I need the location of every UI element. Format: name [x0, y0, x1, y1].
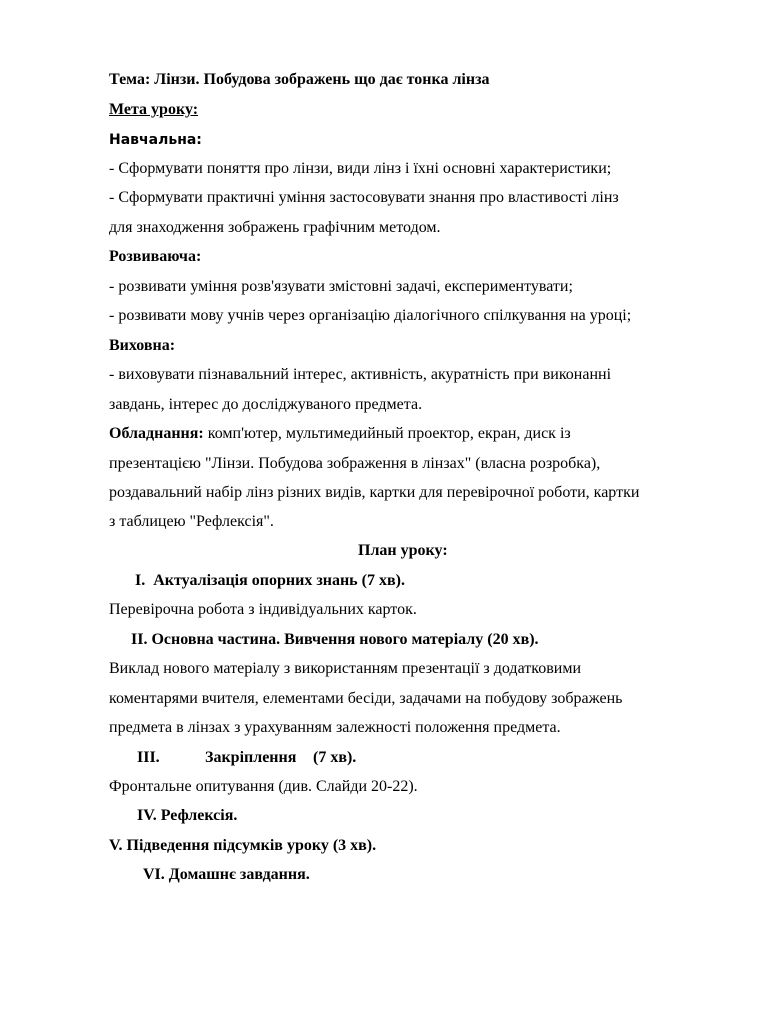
plan-section-5: V. Підведення підсумків уроку (3 хв). [109, 837, 377, 854]
educational-item: для знаходження зображень графічним методом. [109, 219, 441, 236]
topic-text: Лінзи. Побудова зображень що дає тонка лінза [154, 71, 490, 88]
equipment-line: роздавальний набір лінз різних видів, картки для перевірочної роботи, картки [109, 484, 640, 501]
section-2-description: коментарями вчителя, елементами бесіди, задачами на побудову зображень [109, 690, 623, 707]
equipment-label: Обладнання: [109, 425, 204, 442]
plan-section-4: IV. Рефлексія. [137, 807, 238, 824]
section-1-time: (7 хв). [361, 572, 405, 589]
equipment-line: з таблицею "Рефлексія". [109, 513, 274, 530]
goal-heading: Мета уроку: [109, 101, 199, 118]
upbringing-heading: Виховна: [109, 337, 176, 354]
topic-label: Тема: [109, 71, 151, 88]
developmental-item: - розвивати мову учнів через організацію діалогічного спілкування на уроці; [109, 307, 632, 324]
topic-line [109, 70, 490, 90]
educational-item: - Сформувати поняття про лінзи, види лінз і їхні основні характеристики; [109, 160, 612, 177]
equipment-line [109, 424, 571, 444]
section-2-description: Виклад нового матеріалу з використанням презентації з додатковими [109, 660, 582, 677]
educational-item: - Сформувати практичні уміння застосовувати знання про властивості лінз [109, 189, 619, 206]
upbringing-item: - виховувати пізнавальний інтерес, активність, акуратність при виконанні [109, 366, 612, 383]
developmental-heading: Розвиваюча: [109, 248, 202, 265]
equipment-text: комп'ютер, мультимедийный проектор, екран, диск із [207, 425, 571, 442]
plan-section-2: II. Основна частина. Вивчення нового матеріалу (20 хв). [131, 631, 539, 648]
plan-section-3 [137, 748, 357, 768]
section-1-number: I. [135, 572, 146, 589]
section-3-title: Закріплення [205, 749, 297, 766]
section-3-time: (7 хв). [313, 749, 357, 766]
equipment-line: презентацією "Лінзи. Побудова зображення в лінзах" (власна розробка), [109, 455, 601, 472]
section-1-description: Перевірочна робота з індивідуальних карток. [109, 601, 417, 618]
section-3-number: III. [137, 749, 160, 766]
plan-section-1 [135, 571, 405, 591]
section-1-title: Актуалізація опорних знань [153, 572, 358, 589]
section-3-description: Фронтальне опитування (див. Слайди 20-22). [109, 778, 418, 795]
educational-heading: Навчальна: [109, 132, 202, 148]
plan-heading: План уроку: [358, 542, 448, 559]
plan-section-6: VI. Домашнє завдання. [143, 866, 310, 883]
upbringing-item: завдань, інтерес до досліджуваного предмета. [109, 396, 423, 413]
section-2-description: предмета в лінзах з урахуванням залежності положення предмета. [109, 719, 561, 736]
developmental-item: - розвивати уміння розв'язувати змістовні задачі, експериментувати; [109, 278, 573, 295]
